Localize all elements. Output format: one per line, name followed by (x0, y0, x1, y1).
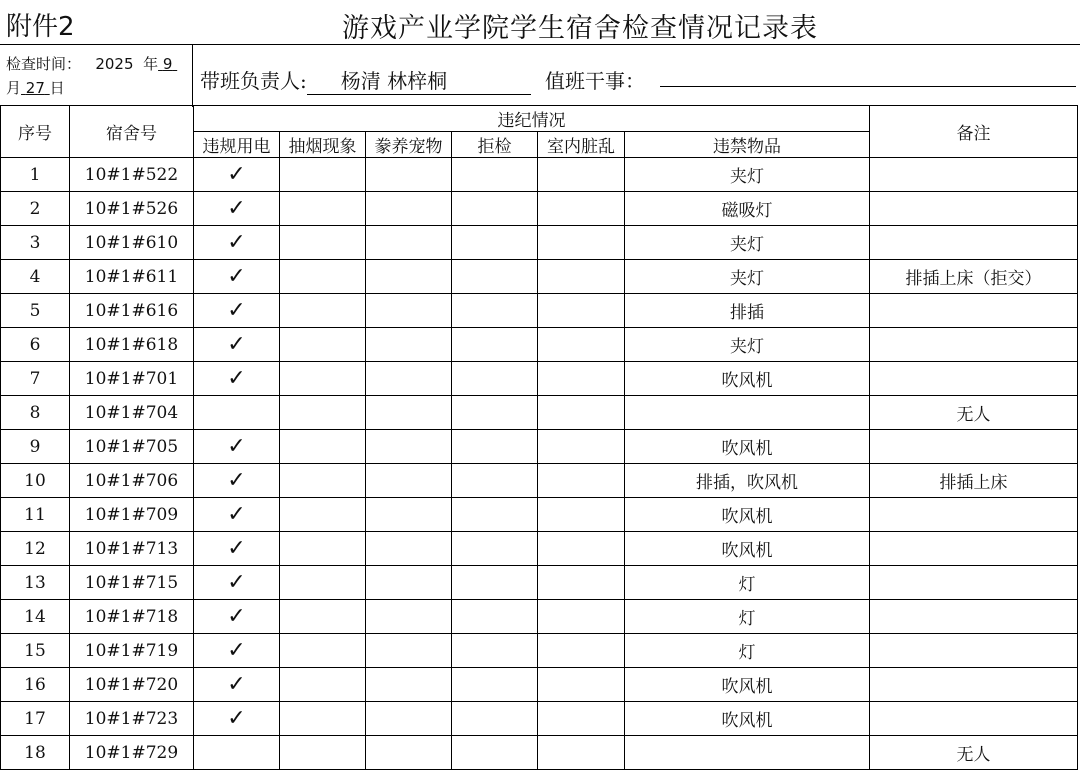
cell-refuse-check (452, 566, 538, 600)
cell-remark (870, 566, 1078, 600)
cell-refuse-check (452, 158, 538, 192)
duty-label: 值班干事： (545, 69, 645, 93)
cell-refuse-check (452, 430, 538, 464)
year-unit: 年 (143, 55, 159, 73)
cell-messy (538, 668, 625, 702)
cell-room: 10#1#719 (70, 634, 194, 668)
cell-smoking (280, 600, 366, 634)
cell-illegal-power (194, 396, 280, 430)
col-room-header: 宿舍号 (70, 106, 194, 158)
cell-pets (366, 328, 452, 362)
cell-pets (366, 736, 452, 770)
leader-names: 杨清 林梓桐 (307, 65, 531, 95)
cell-room: 10#1#618 (70, 328, 194, 362)
cell-room: 10#1#701 (70, 362, 194, 396)
cell-messy (538, 396, 625, 430)
cell-room: 10#1#526 (70, 192, 194, 226)
cell-smoking (280, 566, 366, 600)
cell-index: 3 (1, 226, 70, 260)
cell-index: 17 (1, 702, 70, 736)
cell-messy (538, 566, 625, 600)
cell-pets (366, 260, 452, 294)
cell-index: 8 (1, 396, 70, 430)
duty-underline (660, 86, 1076, 87)
cell-pets (366, 294, 452, 328)
cell-refuse-check (452, 702, 538, 736)
title-row (0, 0, 1080, 44)
cell-messy (538, 192, 625, 226)
cell-prohibited-items: 夹灯 (625, 158, 870, 192)
month-unit: 月 (6, 79, 22, 97)
cell-prohibited-items: 吹风机 (625, 498, 870, 532)
check-time-label: 检查时间： (6, 55, 82, 73)
cell-messy (538, 634, 625, 668)
cell-index: 13 (1, 566, 70, 600)
cell-smoking (280, 396, 366, 430)
cell-index: 16 (1, 668, 70, 702)
cell-illegal-power: ✓ (194, 634, 280, 668)
cell-index: 6 (1, 328, 70, 362)
col-violations-group-header: 违纪情况 (194, 106, 870, 132)
cell-remark: 无人 (870, 396, 1078, 430)
col-illegal-power-header: 违规用电 (194, 132, 280, 158)
day-unit: 日 (49, 79, 65, 97)
cell-index: 12 (1, 532, 70, 566)
cell-room: 10#1#705 (70, 430, 194, 464)
cell-pets (366, 362, 452, 396)
col-messy-header: 室内脏乱 (538, 132, 625, 158)
cell-remark (870, 668, 1078, 702)
cell-refuse-check (452, 634, 538, 668)
cell-illegal-power: ✓ (194, 192, 280, 226)
cell-smoking (280, 498, 366, 532)
cell-remark (870, 532, 1078, 566)
cell-refuse-check (452, 498, 538, 532)
cell-refuse-check (452, 396, 538, 430)
cell-room: 10#1#713 (70, 532, 194, 566)
cell-room: 10#1#729 (70, 736, 194, 770)
cell-pets (366, 634, 452, 668)
cell-illegal-power: ✓ (194, 464, 280, 498)
cell-pets (366, 192, 452, 226)
cell-index: 5 (1, 294, 70, 328)
cell-room: 10#1#616 (70, 294, 194, 328)
cell-prohibited-items: 灯 (625, 634, 870, 668)
cell-remark (870, 498, 1078, 532)
cell-illegal-power (194, 736, 280, 770)
cell-prohibited-items: 吹风机 (625, 362, 870, 396)
cell-illegal-power: ✓ (194, 566, 280, 600)
cell-illegal-power: ✓ (194, 532, 280, 566)
duty-field (545, 65, 645, 94)
cell-pets (366, 464, 452, 498)
cell-smoking (280, 430, 366, 464)
cell-index: 10 (1, 464, 70, 498)
check-day: 27 (25, 79, 45, 97)
table-row (1, 736, 1078, 770)
cell-prohibited-items: 排插，吹风机 (625, 464, 870, 498)
leader-label: 带班负责人: (200, 69, 307, 93)
cell-messy (538, 260, 625, 294)
cell-pets (366, 226, 452, 260)
cell-refuse-check (452, 226, 538, 260)
cell-room: 10#1#611 (70, 260, 194, 294)
cell-smoking (280, 702, 366, 736)
col-smoking-header: 抽烟现象 (280, 132, 366, 158)
cell-refuse-check (452, 736, 538, 770)
check-year: 2025 (95, 55, 134, 73)
cell-remark (870, 226, 1078, 260)
cell-prohibited-items (625, 396, 870, 430)
table-row (1, 566, 1078, 600)
cell-smoking (280, 668, 366, 702)
table-body (1, 158, 1078, 770)
cell-index: 15 (1, 634, 70, 668)
cell-room: 10#1#610 (70, 226, 194, 260)
cell-refuse-check (452, 532, 538, 566)
cell-remark (870, 158, 1078, 192)
cell-messy (538, 464, 625, 498)
cell-prohibited-items: 磁吸灯 (625, 192, 870, 226)
table-row (1, 702, 1078, 736)
cell-messy (538, 226, 625, 260)
cell-refuse-check (452, 260, 538, 294)
cell-prohibited-items: 吹风机 (625, 430, 870, 464)
table-row (1, 294, 1078, 328)
cell-remark (870, 192, 1078, 226)
cell-smoking (280, 532, 366, 566)
cell-prohibited-items: 夹灯 (625, 328, 870, 362)
cell-index: 4 (1, 260, 70, 294)
cell-smoking (280, 464, 366, 498)
table-row (1, 464, 1078, 498)
cell-messy (538, 702, 625, 736)
leader-field (200, 65, 531, 95)
cell-remark (870, 702, 1078, 736)
cell-messy (538, 294, 625, 328)
cell-illegal-power: ✓ (194, 668, 280, 702)
cell-messy (538, 430, 625, 464)
check-month: 9 (162, 55, 173, 73)
cell-illegal-power: ✓ (194, 362, 280, 396)
cell-illegal-power: ✓ (194, 498, 280, 532)
cell-refuse-check (452, 600, 538, 634)
cell-pets (366, 158, 452, 192)
cell-prohibited-items: 吹风机 (625, 532, 870, 566)
check-time-line-2 (6, 77, 65, 98)
table-row (1, 430, 1078, 464)
cell-pets (366, 532, 452, 566)
cell-remark: 排插上床（拒交） (870, 260, 1078, 294)
cell-illegal-power: ✓ (194, 600, 280, 634)
cell-remark (870, 634, 1078, 668)
cell-smoking (280, 192, 366, 226)
cell-pets (366, 498, 452, 532)
cell-refuse-check (452, 464, 538, 498)
table-row (1, 328, 1078, 362)
cell-prohibited-items: 吹风机 (625, 702, 870, 736)
cell-illegal-power: ✓ (194, 430, 280, 464)
cell-room: 10#1#706 (70, 464, 194, 498)
cell-messy (538, 328, 625, 362)
attachment-label: 附件2 (6, 12, 75, 42)
table-row (1, 396, 1078, 430)
cell-illegal-power: ✓ (194, 328, 280, 362)
cell-index: 9 (1, 430, 70, 464)
cell-messy (538, 532, 625, 566)
cell-room: 10#1#522 (70, 158, 194, 192)
cell-remark (870, 600, 1078, 634)
cell-refuse-check (452, 668, 538, 702)
cell-prohibited-items: 灯 (625, 600, 870, 634)
cell-pets (366, 430, 452, 464)
cell-index: 2 (1, 192, 70, 226)
cell-index: 11 (1, 498, 70, 532)
cell-smoking (280, 634, 366, 668)
col-refuse-check-header: 拒检 (452, 132, 538, 158)
cell-prohibited-items: 夹灯 (625, 260, 870, 294)
check-time-cell (0, 45, 193, 107)
cell-room: 10#1#723 (70, 702, 194, 736)
header-row-1 (1, 106, 1078, 132)
cell-messy (538, 736, 625, 770)
cell-pets (366, 396, 452, 430)
cell-room: 10#1#709 (70, 498, 194, 532)
table-row (1, 260, 1078, 294)
table-row (1, 498, 1078, 532)
table-row (1, 192, 1078, 226)
cell-room: 10#1#720 (70, 668, 194, 702)
cell-pets (366, 702, 452, 736)
cell-index: 18 (1, 736, 70, 770)
col-index-header: 序号 (1, 106, 70, 158)
table-row (1, 226, 1078, 260)
table-row (1, 158, 1078, 192)
cell-illegal-power: ✓ (194, 702, 280, 736)
cell-prohibited-items (625, 736, 870, 770)
table-row (1, 668, 1078, 702)
cell-index: 1 (1, 158, 70, 192)
cell-remark: 无人 (870, 736, 1078, 770)
cell-smoking (280, 158, 366, 192)
cell-smoking (280, 294, 366, 328)
cell-pets (366, 668, 452, 702)
col-remarks-header: 备注 (870, 106, 1078, 158)
cell-remark (870, 430, 1078, 464)
table-row (1, 362, 1078, 396)
cell-messy (538, 362, 625, 396)
inspection-table (0, 105, 1078, 770)
cell-prohibited-items: 灯 (625, 566, 870, 600)
cell-remark (870, 294, 1078, 328)
cell-room: 10#1#718 (70, 600, 194, 634)
check-time-line-1 (6, 53, 177, 74)
table-row (1, 600, 1078, 634)
cell-remark (870, 362, 1078, 396)
cell-smoking (280, 226, 366, 260)
cell-refuse-check (452, 294, 538, 328)
cell-index: 7 (1, 362, 70, 396)
cell-smoking (280, 260, 366, 294)
cell-prohibited-items: 夹灯 (625, 226, 870, 260)
cell-room: 10#1#704 (70, 396, 194, 430)
cell-refuse-check (452, 362, 538, 396)
cell-prohibited-items: 吹风机 (625, 668, 870, 702)
cell-smoking (280, 736, 366, 770)
info-row (0, 44, 1080, 107)
cell-illegal-power: ✓ (194, 260, 280, 294)
col-prohibited-items-header: 违禁物品 (625, 132, 870, 158)
col-pets-header: 豢养宠物 (366, 132, 452, 158)
cell-illegal-power: ✓ (194, 158, 280, 192)
cell-messy (538, 600, 625, 634)
cell-pets (366, 566, 452, 600)
cell-pets (366, 600, 452, 634)
cell-refuse-check (452, 328, 538, 362)
cell-messy (538, 158, 625, 192)
cell-smoking (280, 362, 366, 396)
cell-smoking (280, 328, 366, 362)
cell-room: 10#1#715 (70, 566, 194, 600)
cell-messy (538, 498, 625, 532)
cell-illegal-power: ✓ (194, 226, 280, 260)
cell-refuse-check (452, 192, 538, 226)
table-row (1, 634, 1078, 668)
cell-remark (870, 328, 1078, 362)
table-row (1, 532, 1078, 566)
cell-remark: 排插上床 (870, 464, 1078, 498)
cell-prohibited-items: 排插 (625, 294, 870, 328)
cell-index: 14 (1, 600, 70, 634)
cell-illegal-power: ✓ (194, 294, 280, 328)
page-title: 游戏产业学院学生宿舍检查情况记录表 (342, 13, 818, 44)
